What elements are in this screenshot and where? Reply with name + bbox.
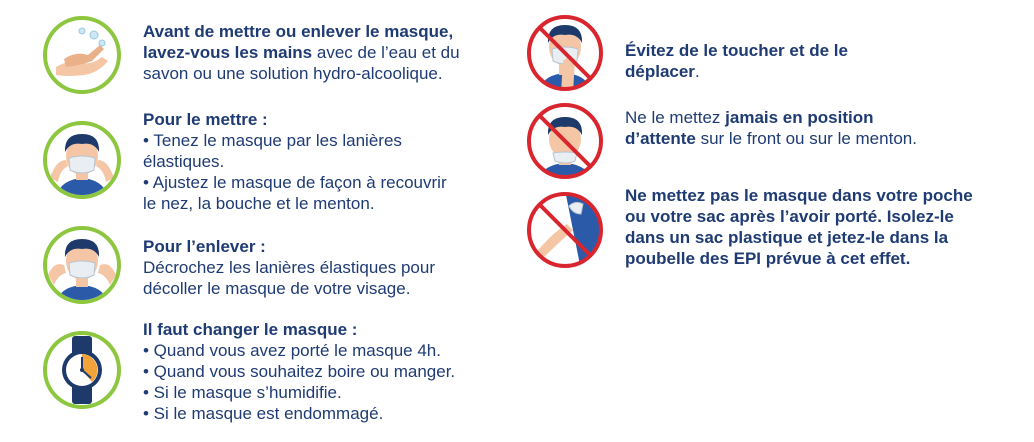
remove-title: Pour l’enlever : bbox=[143, 237, 266, 256]
put-on-title: Pour le mettre : bbox=[143, 110, 268, 129]
remove-instructions: Pour l’enlever : Décrochez les lanières élastiques pour décoller le masque de votre visage. bbox=[143, 236, 513, 299]
avoid-touching-text: Évitez de le toucher et de le déplacer. bbox=[625, 41, 848, 81]
no-pocket-text: Ne mettez pas le masque dans votre poche ou votre sac après l’avoir porté. Isolez-le dans un sac plastique et jetez-le dans la poubelle des EPI prévue à cet effet. bbox=[625, 186, 973, 268]
put-on-bullet: • Tenez le masque par les lanières bbox=[143, 131, 402, 150]
put-on-bullet-cont: le nez, la bouche et le menton. bbox=[143, 194, 375, 213]
no-touching-mask-icon bbox=[525, 13, 605, 93]
no-waiting-position-text: Ne le mettez jamais en position d’attente sur le front ou sur le menton. bbox=[625, 108, 917, 148]
no-mask-in-pocket-icon bbox=[525, 190, 605, 270]
putting-on-mask-icon bbox=[42, 120, 122, 200]
put-on-bullet-cont: élastiques. bbox=[143, 152, 225, 171]
hand-washing-icon bbox=[42, 15, 122, 95]
watch-icon bbox=[42, 330, 122, 410]
removing-mask-icon bbox=[42, 225, 122, 305]
wash-hands-text: Avant de mettre ou enlever le masque, lavez-vous les mains avec de l’eau et du savon ou une solution hydro-alcoolique. bbox=[143, 22, 460, 83]
no-mask-on-forehead-icon bbox=[525, 101, 605, 181]
change-title: Il faut changer le masque : bbox=[143, 320, 358, 339]
change-mask-instructions: Il faut changer le masque : • Quand vous avez porté le masque 4h. • Quand vous souhaitez boire ou manger. • Si le masque s’humidifie. • Si le masque est endommagé. bbox=[143, 319, 523, 424]
put-on-bullet: • Ajustez le masque de façon à recouvrir bbox=[143, 173, 447, 192]
put-on-instructions bbox=[143, 109, 513, 214]
